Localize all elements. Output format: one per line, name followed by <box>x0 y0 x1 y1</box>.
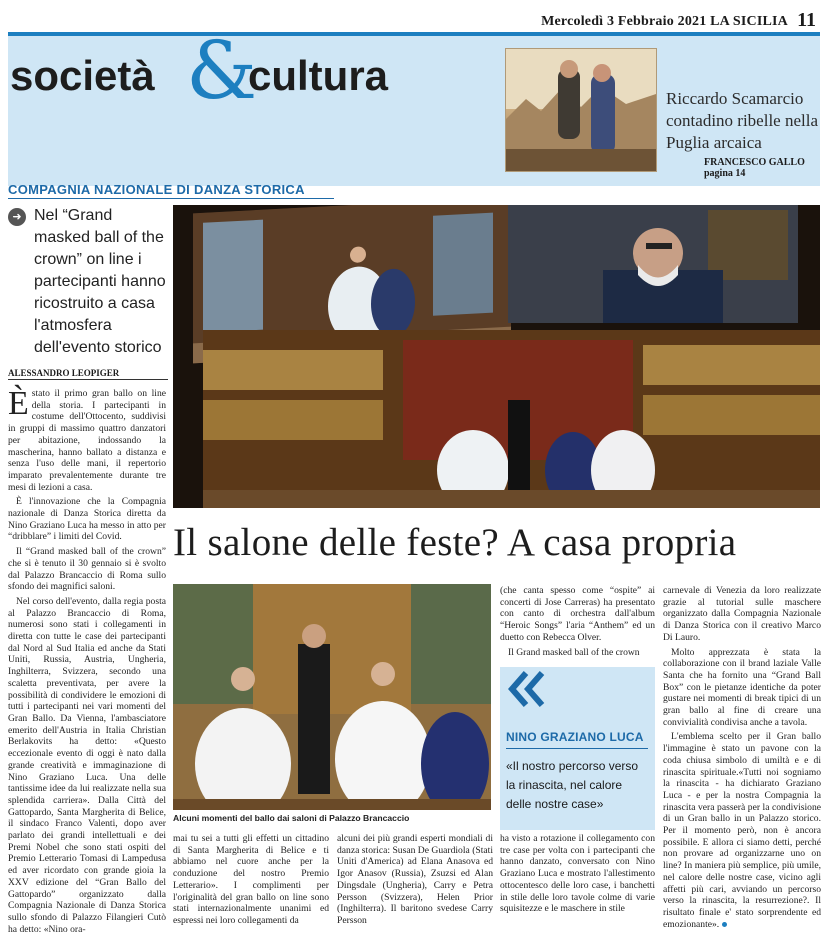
kicker: COMPAGNIA NAZIONALE DI DANZA STORICA <box>8 182 305 197</box>
page-number: 11 <box>797 9 816 31</box>
teaser-byline: FRANCESCO GALLO pagina 14 <box>704 157 805 179</box>
body-column-4 <box>500 585 655 661</box>
body-paragraph: È l'innovazione che la Compagnia nazionale di Danza Storica diretta da Nino Graziano Luca ha messo in atto per “dribblare” i limiti del Covid. <box>8 496 166 543</box>
body-paragraph: Il “Grand masked ball of the crown” che si è tenuto il 30 gennaio si è svolto dal Palazzo Brancaccio di Roma sullo sfondo dei magnifici saloni. <box>8 546 166 593</box>
lead-summary: Nel “Grand masked ball of the crown” on line i partecipanti hanno ricostruito a casa l'atmosfera dell'evento storico <box>34 207 166 356</box>
headline: Il salone delle feste? A casa propria <box>173 521 737 564</box>
teaser-photo[interactable] <box>505 48 657 172</box>
quote-rule <box>506 748 648 749</box>
body-paragraph: ha visto a rotazione il collegamento con tre case per volta con i partecipanti che hanno danzato, conversato con Nino Graziano Luca e mostrato l'allestimento ottocentesco delle loro case, i banchetti in stile delle loro tavole colme di varie squisitezze e le maschere in stile <box>500 833 655 915</box>
body-column-5 <box>663 585 821 933</box>
quote-speaker: NINO GRAZIANO LUCA <box>506 730 644 744</box>
body-paragraph: carnevale di Venezia da loro realizzate grazie al tutorial sulle maschere organizzato dalla Compagnia Nazionale di Danza Storica con il creativo Marco Di Lauro. <box>663 585 821 643</box>
body-paragraph: stato il primo gran ballo on line della storia. I partecipanti in costume dell'Ottocento, suddivisi in gruppi di massimo quattro danzatori per abitazione, indossando la mascherina, hanno ballato a distanza e senza l'uso delle mani, il repertorio imparato prevalentemente durante tre mesi di lezioni a casa. <box>8 388 166 493</box>
photo-caption: Alcuni momenti del ballo dai saloni di Palazzo Brancaccio <box>173 813 410 823</box>
page-top-line <box>8 10 820 32</box>
body-paragraph: Molto apprezzata è stata la collaborazione con il brand laziale Valle Santa che ha fornito una “Grand Ball Box” con le pietanze identiche da poter gustare nei momenti di break tipici di un gran ballo al fine di creare una convivialità condivisa anche a tavola. <box>663 646 821 728</box>
montage-pane-theatre <box>203 330 820 508</box>
body-paragraph: L'emblema scelto per il Gran ballo l'immagine è stato un pavone con la coda chiusa simbolo di umiltà e e di rinascita spirituale.«Tutti noi sogniamo la rinascita - ha dichiarato Graziano Luca - e per la nostra Compagnia la rinascita vera passerà per la condivisione di un Gran ballo in un Palazzo storico. Per il momento però, non è ancora possibile. E allora ci siamo detti, perché non provare ad organizzarne uno on line? In maniera più semplice, più umile, nel calore delle nostre case, vicino agli affetti più cari, avviando un percorso verso la rinascita, la resurrezione?. Il risultato finale e' stato sorprendente ed emozionante». <box>663 731 821 930</box>
end-mark-icon <box>722 922 727 927</box>
author-byline: ALESSANDRO LEOPIGER <box>8 368 168 380</box>
kicker-rule <box>8 198 334 199</box>
montage-pane-portrait <box>508 205 798 323</box>
drop-cap: È <box>8 385 29 422</box>
body-column-4-bottom <box>500 833 655 918</box>
main-photo-montage[interactable] <box>173 205 820 508</box>
body-paragraph: mai tu sei a tutti gli effetti un cittadino di Santa Margherita di Belice e ti abbiamo nel cuore anche per la conduzione del nostro Premio Letterario». I complimenti per l'originalità del gran ballo on line sono stati internazionalmente unanimi ed espressi nei loro collegamenti da <box>173 833 329 926</box>
ballroom-photo[interactable] <box>173 584 491 810</box>
body-paragraph: Il Grand masked ball of the crown <box>508 646 640 658</box>
body-paragraph: (che canta spesso come “ospite” ai concerti di Jose Carreras) ha presentato con canto di orchestra dall'album “Heroic Songs” l'aria “Anthem” ed un duetto con Rebecca Olver. <box>500 585 655 643</box>
section-ampersand: & <box>186 24 258 117</box>
body-column-3 <box>337 833 493 930</box>
teaser-title[interactable]: Riccardo Scamarcio contadino ribelle nella Puglia arcaica <box>666 89 818 152</box>
body-column-1 <box>8 385 166 938</box>
body-paragraph: Nel corso dell'evento, dalla regia posta al Palazzo Brancaccio di Roma, numerosi sono stati i collegamenti in diretta con tutte le case dei partecipanti dal Nord al Sud Italia ed anche da Stati Uniti, Russia, Austria, Ungheria, Inghilterra, Svizzera, secondo una scaletta preventivata, per avere la possibilità di condividere le emozioni di tutti i partecipanti nei vari momenti del Gran Ballo. Da Vienna, l'ambasciatore emerito dell'Austria in Italia Christian Berlakovits ha detto: «Questo eccezionale evento di oggi è nato dalla grande creatività e immaginazione di Nino Graziano Luca. Una delle tantissime idee da lui realizzate nella sua splendida carriera». Dalla Città del Gattopardo, Santa Margherita di Belice, il sindaco Franco Valenti, dopo aver parlato dei grandi intellettuali e dei Premi Nobel che sono stati ospiti del Premio Letterario Tomasi di Lampedusa ed aver ricordato con grande gioia la XXV edizione del “Gran Ballo del Gattopardo” organizzato dalla Compagnia Nazionale di Danza Storica sullo sfondo di Palazzo Filangieri Cutò ha detto: «Nino ora- <box>8 595 166 935</box>
double-chevron-quote-icon <box>508 671 550 707</box>
section-title-societa: società <box>10 52 155 99</box>
section-title-cultura: cultura <box>248 52 389 99</box>
arrow-circle-icon: ➜ <box>8 208 26 226</box>
issue-date: Mercoledì 3 Febbraio 2021 LA SICILIA <box>541 14 788 29</box>
body-column-2 <box>173 833 329 930</box>
quote-text: «Il nostro percorso verso la rinascita, nel calore delle nostre case» <box>506 759 639 811</box>
body-paragraph: alcuni dei più grandi esperti mondiali di danza storica: Susan De Guardiola (Stati Uniti d'America) ad Elana Anasova ed Igor Anasov (Russia), Zsuzsi ed Alan Dingsdale (Ungheria), Carry e Petra Persson (Svizzera), Helen Prior (Inghilterra). Il baritono svedese Carry Persson <box>337 833 493 926</box>
